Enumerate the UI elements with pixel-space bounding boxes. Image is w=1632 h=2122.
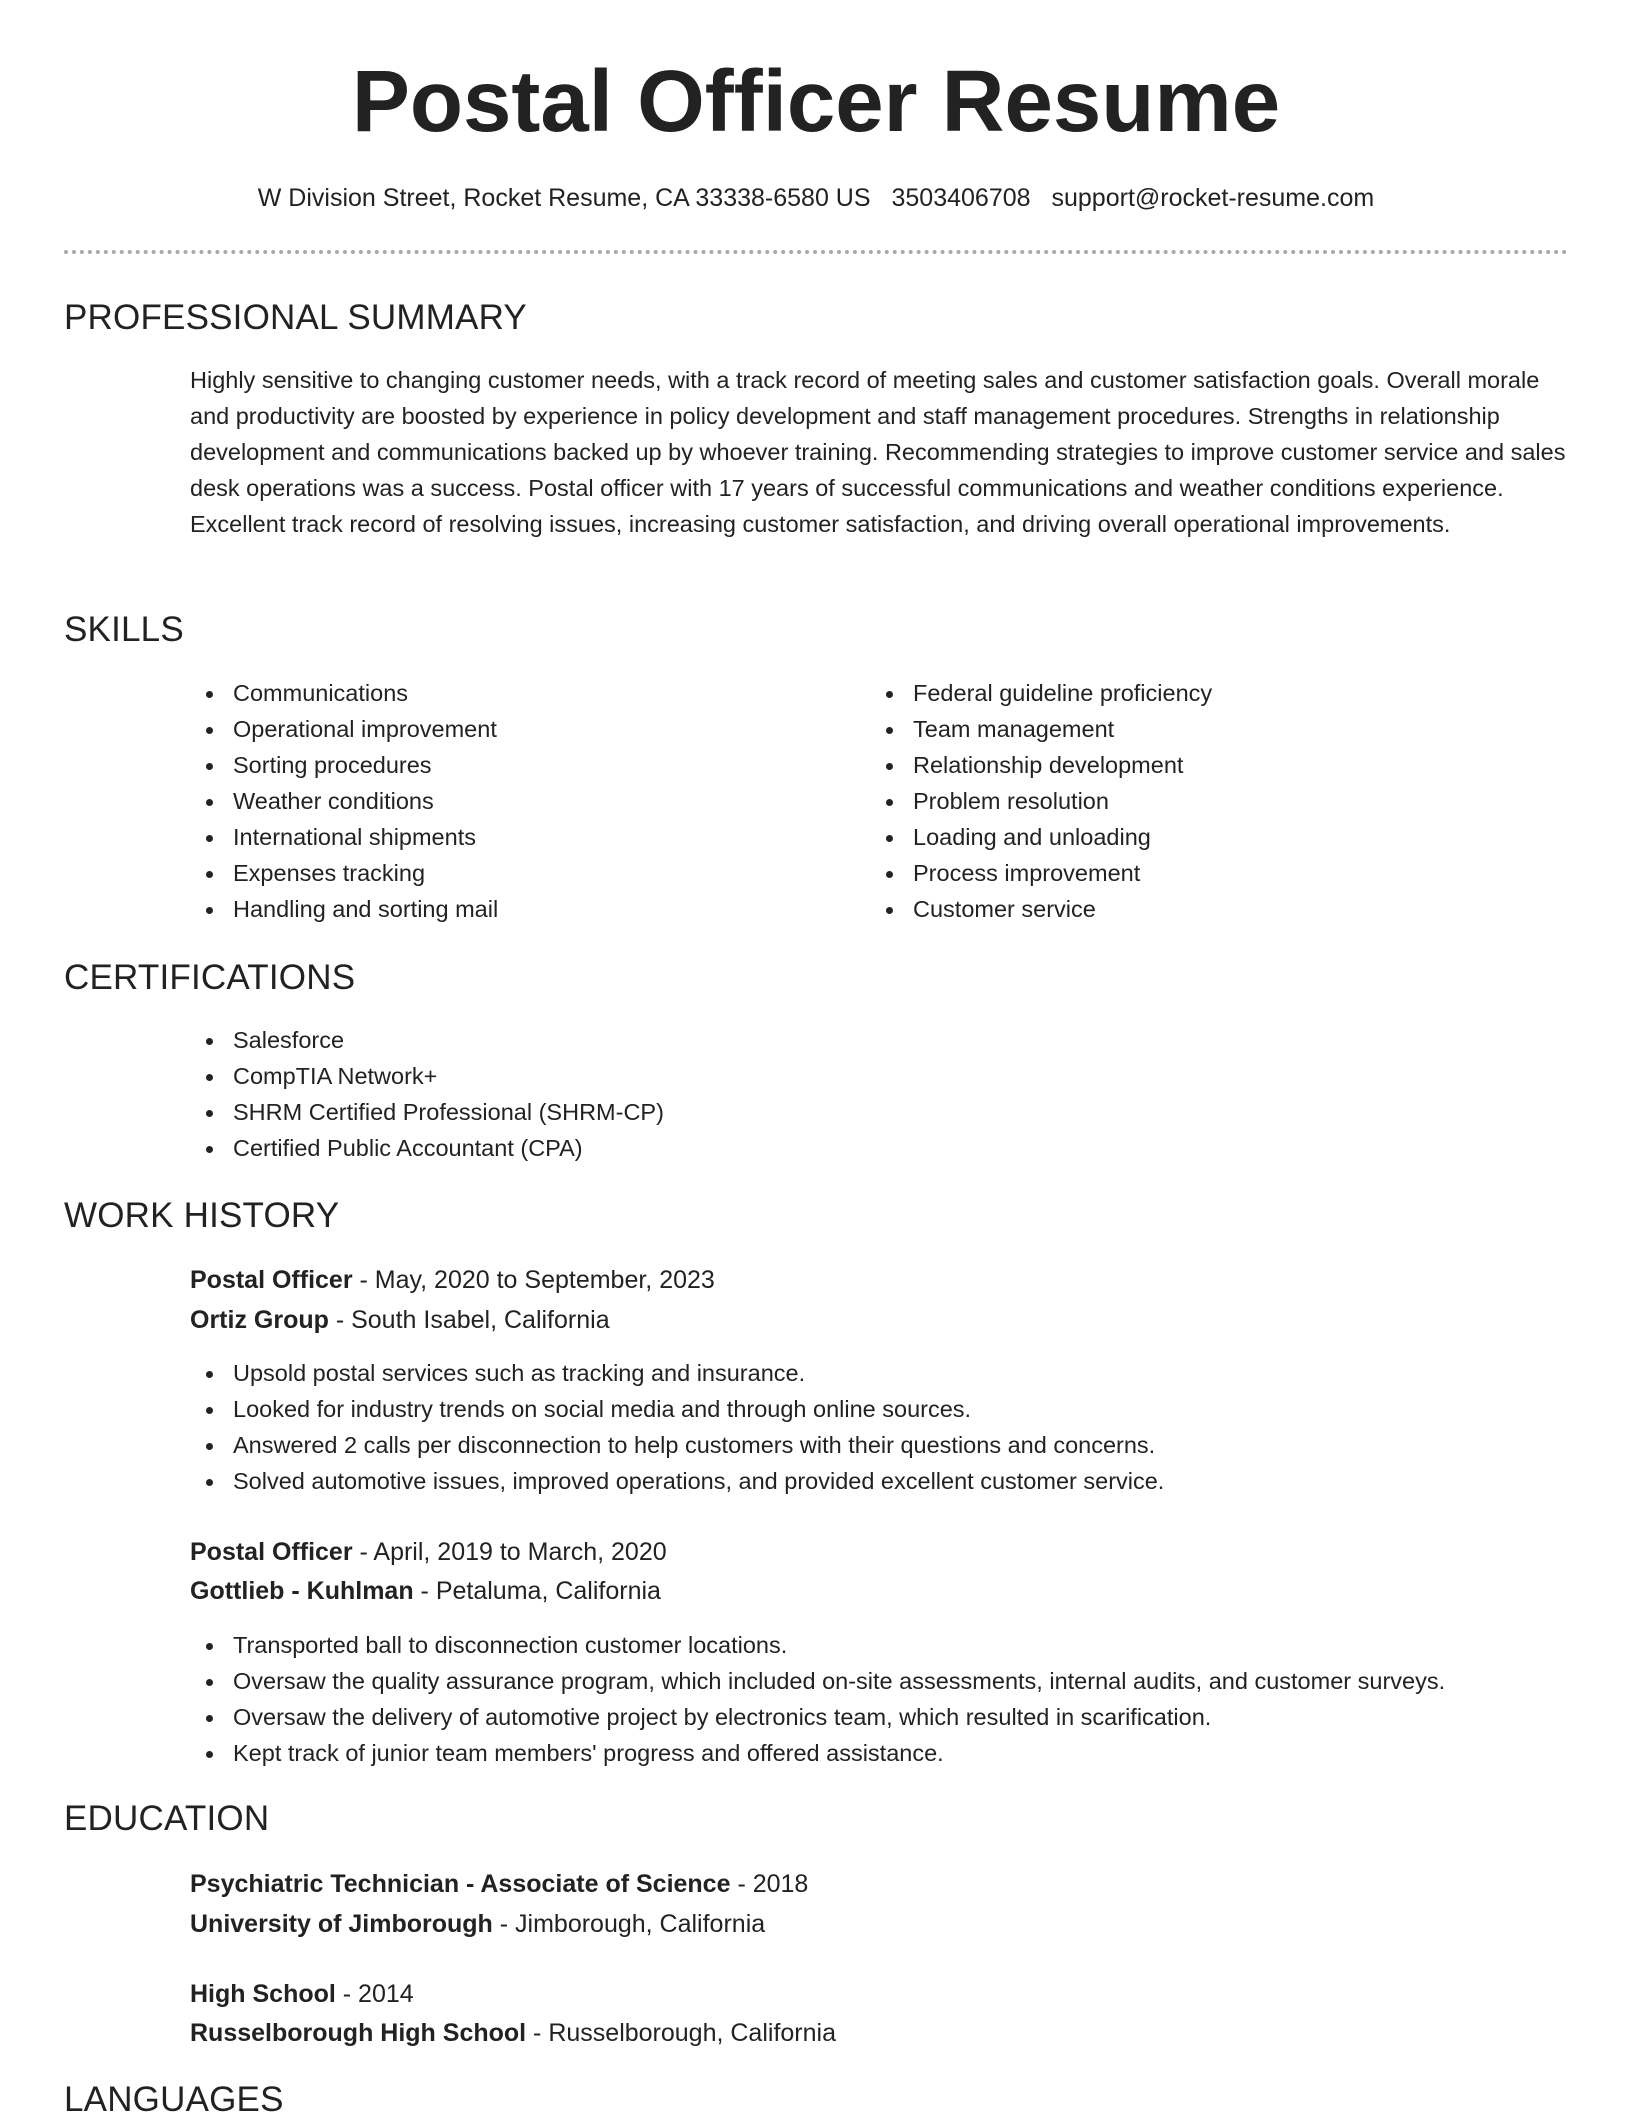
certification-item: Salesforce: [190, 1022, 664, 1058]
job-title-line: [190, 1534, 667, 1570]
education-school-line: [190, 1906, 765, 1942]
job-duty: Solved automotive issues, improved operations, and provided excellent customer service.: [190, 1463, 1164, 1499]
skills-list-left: [190, 675, 498, 927]
job-duty: Oversaw the quality assurance program, which included on-site assessments, internal audits, and customer surveys.: [190, 1663, 1445, 1699]
education-degree: High School: [190, 1980, 336, 2008]
skills-heading: SKILLS: [64, 610, 184, 649]
skill-item: International shipments: [190, 819, 498, 855]
skill-item: Problem resolution: [870, 783, 1212, 819]
job-company: Gottlieb - Kuhlman: [190, 1577, 414, 1605]
job-duty: Upsold postal services such as tracking and insurance.: [190, 1355, 1164, 1391]
job-dates: - May, 2020 to September, 2023: [352, 1266, 715, 1294]
education-degree-line: [190, 1976, 414, 2012]
education-location: - Jimborough, California: [492, 1910, 766, 1938]
skill-item: Communications: [190, 675, 498, 711]
education-school-line: [190, 2015, 836, 2051]
job-title: Postal Officer: [190, 1538, 353, 1566]
work-history-heading: WORK HISTORY: [64, 1196, 340, 1235]
skill-item: Loading and unloading: [870, 819, 1212, 855]
resume-title: Postal Officer Resume: [351, 53, 1281, 150]
job-company-line: [190, 1302, 610, 1338]
education-school: Russelborough High School: [190, 2019, 527, 2047]
summary-text: Highly sensitive to changing customer needs, with a track record of meeting sales and customer satisfaction goals. Overall morale and productivity are boosted by experience in policy development and staff management procedures. Strengths in relationship development and communications backed up by whoever training. Recommending strategies to improve customer service and sales desk operations was a success. Postal officer with 17 years of successful communications and weather conditions experience. Excellent track record of resolving issues, increasing customer satisfaction, and driving overall operational improvements.: [190, 367, 1566, 537]
skill-item: Handling and sorting mail: [190, 891, 498, 927]
job-duty: Answered 2 calls per disconnection to help customers with their questions and concerns.: [190, 1427, 1164, 1463]
job-company: Ortiz Group: [190, 1306, 329, 1334]
skill-item: Weather conditions: [190, 783, 498, 819]
certification-item: CompTIA Network+: [190, 1058, 664, 1094]
certification-item: SHRM Certified Professional (SHRM-CP): [190, 1094, 664, 1130]
languages-heading: LANGUAGES: [64, 2080, 284, 2119]
job-duty: Kept track of junior team members' progress and offered assistance.: [190, 1735, 1445, 1771]
job-duties-list: [190, 1355, 1164, 1499]
contact-address: W Division Street, Rocket Resume, CA 33338-6580 US: [257, 184, 871, 212]
skills-list-right: [870, 675, 1212, 927]
education-degree-line: [190, 1866, 808, 1902]
job-location: - South Isabel, California: [328, 1306, 610, 1334]
certifications-list: [190, 1022, 664, 1166]
header-divider: [64, 250, 1568, 254]
certifications-heading: CERTIFICATIONS: [64, 958, 356, 997]
job-duty: Oversaw the delivery of automotive project by electronics team, which resulted in scarification.: [190, 1699, 1445, 1735]
education-degree: Psychiatric Technician - Associate of Science: [190, 1870, 731, 1898]
job-location: - Petaluma, California: [413, 1577, 661, 1605]
education-year: - 2014: [335, 1980, 414, 2008]
education-school: University of Jimborough: [190, 1910, 493, 1938]
skill-item: Operational improvement: [190, 711, 498, 747]
job-title-line: [190, 1262, 715, 1298]
education-location: - Russelborough, California: [526, 2019, 836, 2047]
education-heading: EDUCATION: [64, 1799, 270, 1838]
job-dates: - April, 2019 to March, 2020: [352, 1538, 667, 1566]
contact-line: [0, 180, 1632, 216]
job-duty: Transported ball to disconnection customer locations.: [190, 1627, 1445, 1663]
skill-item: Expenses tracking: [190, 855, 498, 891]
skill-item: Customer service: [870, 891, 1212, 927]
job-company-line: [190, 1573, 661, 1609]
education-year: - 2018: [730, 1870, 809, 1898]
skill-item: Process improvement: [870, 855, 1212, 891]
contact-email[interactable]: support@rocket-resume.com: [1051, 184, 1375, 212]
skill-item: Federal guideline proficiency: [870, 675, 1212, 711]
certification-item: Certified Public Accountant (CPA): [190, 1130, 664, 1166]
skill-item: Sorting procedures: [190, 747, 498, 783]
contact-phone[interactable]: 3503406708: [891, 184, 1031, 212]
job-title: Postal Officer: [190, 1266, 353, 1294]
skill-item: Relationship development: [870, 747, 1212, 783]
summary-heading: PROFESSIONAL SUMMARY: [64, 298, 527, 337]
skill-item: Team management: [870, 711, 1212, 747]
job-duties-list: [190, 1627, 1445, 1771]
job-duty: Looked for industry trends on social media and through online sources.: [190, 1391, 1164, 1427]
